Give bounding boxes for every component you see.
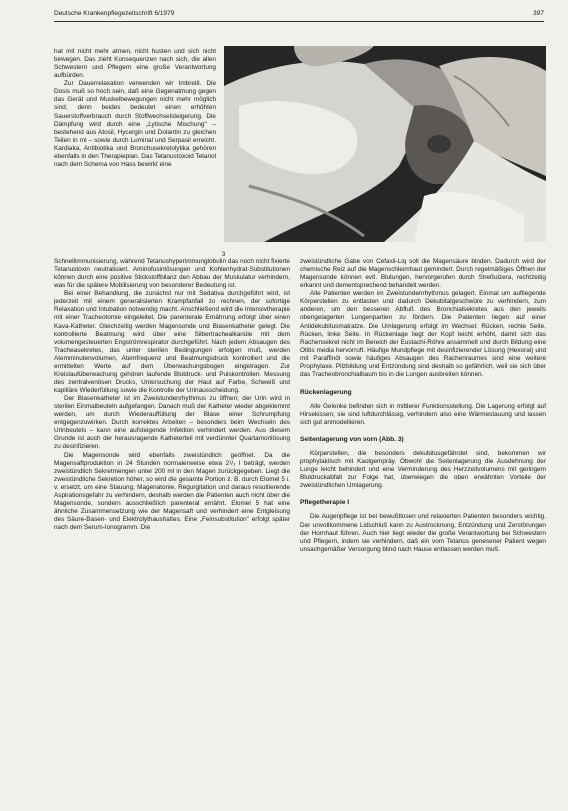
- header-rule: [54, 21, 544, 22]
- photo-image: [224, 46, 546, 242]
- section-heading: Rückenlagerung: [300, 388, 352, 396]
- figure-caption: 3: [222, 252, 226, 258]
- paragraph: Der Blasenkatheter ist im Zweistundenrhythmus zu öffnen; der Urin wird in sterilen Einmalbeuteln aufgefangen. Danach muß der Katheter wieder abgeklemmt werden, um durch Wiederauffüllung der Blase einer Schrumpfung entgegenzuwirken. Durch korrektes Arbeiten – besonders beim Wechseln des Urinbeutels – kann eine aufsteigende Infektion verhindert werden. Aus diesem Grunde ist auch der herausragende Katheterteil mit verdünnter Quartamonlösung zu desinfizieren.: [54, 395, 290, 451]
- right-column: [300, 258, 546, 810]
- paragraph: Bei einer Behandlung, die zunächst nur mit Sedativa durchgeführt wird, ist jederzeit mit einem generalisierten Krampfanfall zu rechnen, der sofortige Relaxation und Intubation notwendig macht. Anschließend wird die Intensivtherapie mit einer Tracheotomie eingeleitet. Die parenterale Ernährung erfolgt über einen Kava-Katheter. Gleichzeitig werden Magensonde und Blasenkatheter gelegt. Die kontrollierte Beatmung wird über eine Silbertrachealkanüle mit dem volumengesteuerten Engströmrespirator durchgeführt. Nach jedem Absaugen des Tracheasekretes, das unter sterilen Bedingungen erfolgen muß, werden Atemminutenvolumen, Atemfrequenz und Beatmungsdruck kontrolliert und die ermittelten Werte auf dem Überwachungsbogen eingetragen. Zur Kreislaufüberwachung gehören laufende Blutdruck- und Pulskontrollen. Messung des zentralvenösen Drucks, Untersuchung der Haut auf Farbe, Schweiß und kapilläre Wiederfüllung sowie die Kontrolle der Urinausscheidung.: [54, 290, 290, 394]
- paragraph: Alle Gelenke befinden sich in mittlerer Funktionsstellung. Die Lagerung erfolgt auf Hirsekissen; sie sind luftdurchlässig, verhindern also eine Wärmestauung und lassen sich gut anmodellieren.: [300, 402, 546, 427]
- patient-photo: [224, 46, 546, 242]
- left-column-main: [54, 258, 290, 810]
- journal-title: Deutsche Krankenpflegezeitschrift 6/1979: [54, 10, 175, 17]
- paragraph: Körperstellen, die besonders dekubitusgefährdet sind, bekommen wir prophylaktisch mit Kaolgempräy. Obwohl die Seitenlagerung die Ausdehnung der Lunge leicht behindert und eine Verminderung des Herzzeitvolumens mit geringem Blutdruckabfall zur Folge hat, überwiegen die oben erwähnten Vorteile der zweistündlichen Umlagerung.: [300, 450, 546, 490]
- left-column-top: [54, 48, 216, 258]
- paragraph: Zur Dauerrelaxation verwenden wir Imbretil. Die Dosis muß so hoch sein, daß eine Gegenatmung gegen das Gerät und Muskelbewegungen nicht mehr möglich sind; denn beides bedeutet einen erhöhten Sauerstoffverbrauch durch Stoffwechselsteigerung. Die Dämpfung wird durch eine „Lytische Mischung" – bestehend aus Atosil, Hycergin und Dolantin zu gleichen Teilen in ml – sowie durch Luminal und Serpasil erreicht. Kardiaka, Antibiotika und Bronchusekretolytika gehören ebenfalls in den Therapieplan. Das Tetanustoxoid Tetanol nach dem Schema von Hass bewirkt eine: [54, 80, 216, 168]
- paragraph: hat mit nicht mehr atmen, nicht husten und sich nicht bewegen. Das zieht Konsequenzen nach sich, die allen Schwestern und Pflegern eine große Verantwortung aufbürden.: [54, 48, 216, 80]
- paragraph: Schnellimmunisierung, während Tetanushyperimmunglobulin das noch nicht fixierte Tetanustoxin neutralisiert. Aminofusinlösungen und Kohlenhydrat-Substitutionen können durch eine positive Stickstoffbilanz den Abbau der Muskulatur verhindern, was für die spätere Mobilisierung von besonderer Bedeutung ist.: [54, 258, 290, 290]
- section-heading: Pflegetherapie I: [300, 499, 350, 507]
- paragraph: Die Magensonde wird ebenfalls zweistündlich geöffnet. Da die Magensaftproduktion in 24 Stunden normalerweise etwa 2¹/₂ l beträgt, werden zweistündlich Sekretmengen unter 200 ml in den Magen zurückgegeben. Liegt die zweistündliche Sekretion höher, so wird die gesamte Portion z. B. durch Elomel 5 i. v. ersetzt, um eine Stauung, Magenatonie, Regurgitation und daraus resultierende Aspirationsgefahr zu verhindern, deshalb werden die Patienten auch nicht über die Magensonde, sondern ausschließlich parenteral ernährt. Elomel 5 hat eine ähnliche Zusammensetzung wie der Magensaft und verhindert eine Entgleisung des Säure-Basen- und Elektrolythaushaltes. Eine „Feinsubstitution" erfolgt später nach dem Serum-Ionogramm. Die: [54, 451, 290, 532]
- running-header: [54, 10, 544, 22]
- paragraph: zweistündliche Gabe von Cefaxil-Liq soll die Magensäure binden. Dadurch wird der chemische Reiz auf die Magenschleimhaut gemindert. Durch regelmäßiges Öffnen der Magensonde können evtl. Blutungen, hervorgerufen durch Streßulzera, rechtzeitig erkannt und dementsprechend behandelt werden.: [300, 258, 546, 290]
- section-heading: Seitenlagerung von vorn (Abb. 3): [300, 436, 404, 444]
- page-number: 397: [533, 10, 544, 17]
- paragraph: Die Augenpflege ist bei bewußtlosen und relaxierten Patienten besonders wichtig. Der unvollkommene Lidschluß kann zu Austrocknung, Entzündung und Zerstörungen der Hornhaut führen. Auch hier liegt wieder die große Verantwortung bei Schwestern und Pflegern, indem sie verhindern, daß ein vom Tetanus genesener Patient wegen unsachgemäßer Versorgung blind nach Hause entlassen werden muß.: [300, 513, 546, 553]
- paragraph: Alle Patienten werden im Zweistundenrhythmus gelagert. Einmal um aufliegende Körperstellen zu entlasten und dadurch Dekubitalgeschwüre zu verhindern, zum anderen, um den besseren Abfluß des Bronchialsekretes aus den jeweils obengelagerten Lungenpartien zu fördern. Die Patienten liegen auf einer Antidekubitusmatratze. Die Umlagerung erfolgt im Wechsel: Rücken, rechte Seite, Rücken, linke Seite. In Rückenlage liegt der Kopf leicht erhöht, damit sich das Rachensekret nicht im Bereich der Eustachi-Röhre ansammelt und durch Bildung eine Otitis media hervorruft. Häufige Mundpflege mit desinfizierender Lösung (Hexoral) und mit Paraffinöl sowie häufiges Absaugen des Rachenraumes sind eine weitere Prophylaxe. Pilzbildung und Entzündung sind deshalb so gefährlich, weil sie sich über das Tracheobronchialbaum bis in die Lungen ausbreiten können.: [300, 290, 546, 378]
